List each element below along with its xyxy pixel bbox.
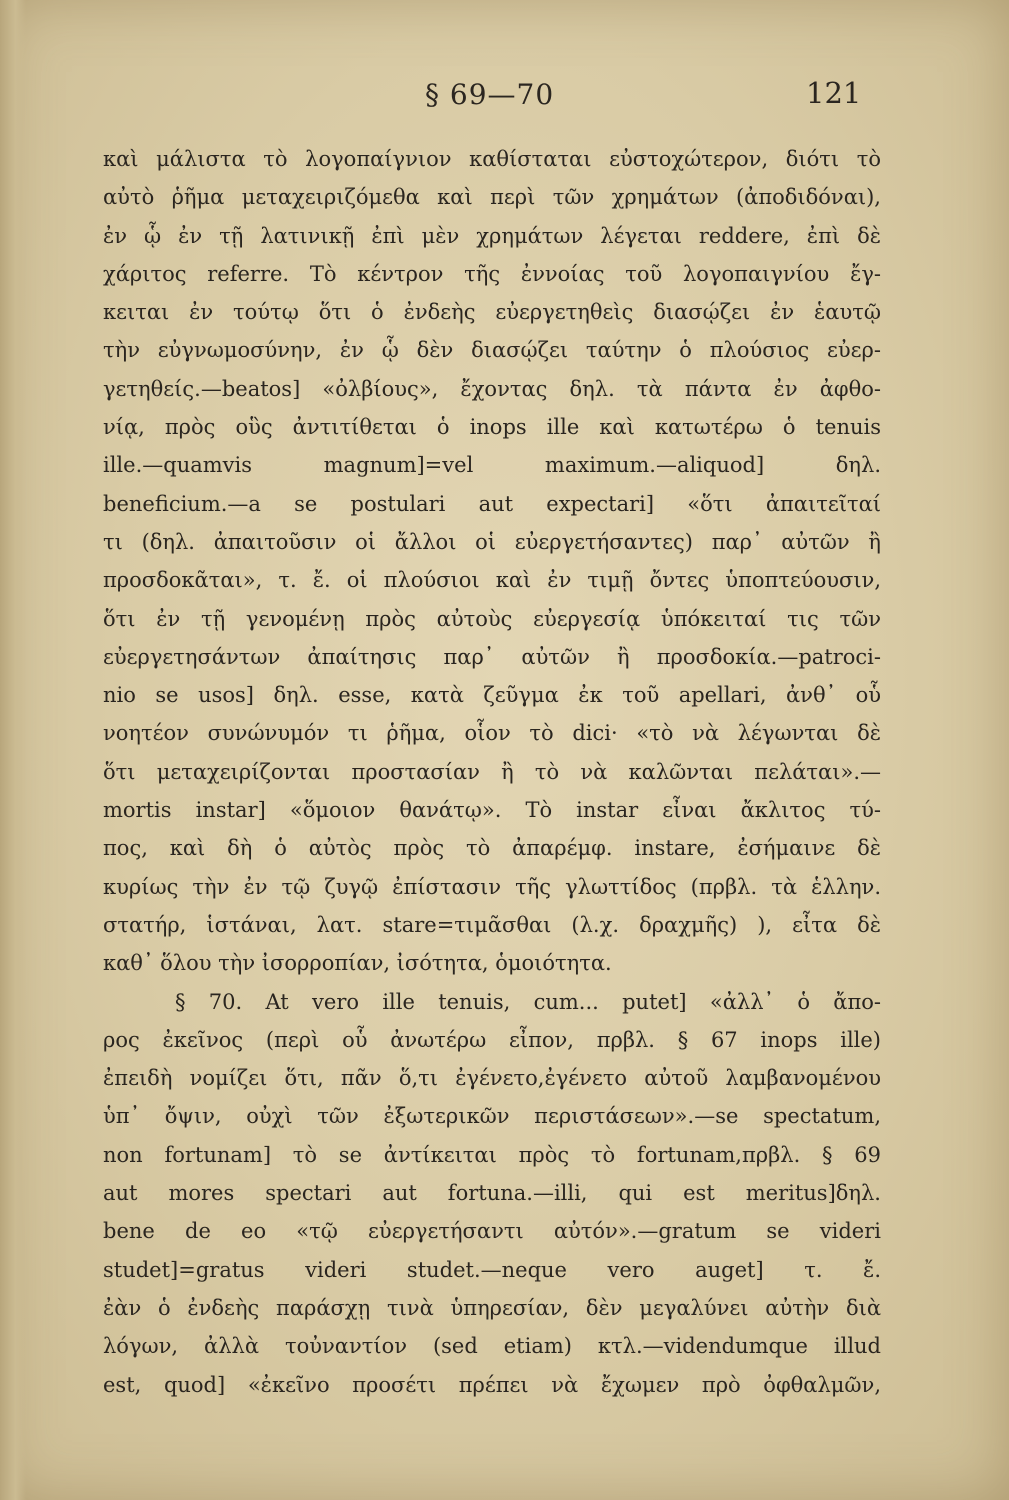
page-number: 121 (806, 76, 862, 110)
text-line: λόγων, ἀλλὰ τοὐναντίον (sed etiam) κτλ.—videndumque illud (103, 1334, 881, 1359)
text-line: nio se usos] δηλ. esse, κατὰ ζεῦγμα ἐκ τοῦ apellari, ἀνθ᾽ οὗ (103, 683, 881, 708)
text-line: mortis instar] «ὅμοιον θανάτῳ». Τὸ instar εἶναι ἄκλιτος τύ- (103, 798, 881, 823)
page-spine-shadow (0, 0, 26, 1500)
text-line: καθ᾽ ὅλου τὴν ἰσορροπίαν, ἰσότητα, ὁμοιότητα. (103, 951, 612, 976)
text-line: καὶ μάλιστα τὸ λογοπαίγνιον καθίσταται εὐστοχώτερον, διότι τὸ (103, 147, 881, 171)
text-line: τὴν εὐγνωμοσύνην, ἐν ᾧ δὲν διασῴζει ταύτην ὁ πλούσιος εὐερ- (103, 338, 881, 363)
section-reference: § 69—70 (425, 78, 555, 111)
text-line: ρος ἐκεῖνος (περὶ οὗ ἀνωτέρω εἶπον, πρβλ. § 67 inops ille) (103, 1027, 881, 1052)
text-line: χάριτος referre. Τὸ κέντρον τῆς ἐννοίας τοῦ λογοπαιγνίου ἔγ- (103, 261, 881, 286)
text-line: εὐεργετησάντων ἀπαίτησις παρ᾽ αὐτῶν ἢ προσδοκία.—patroci- (103, 644, 881, 669)
text-line: ἐπειδὴ νομίζει ὅτι, πᾶν ὅ,τι ἐγένετο,ἐγένετο αὐτοῦ λαμβανομένου (103, 1066, 881, 1091)
text-line: νίᾳ, πρὸς οὓς ἀντιτίθεται ὁ inops ille καὶ κατωτέρω ὁ tenuis (103, 415, 881, 440)
text-line: ille.—quamvis magnum]=vel maximum.—aliquod] δηλ. (103, 453, 881, 478)
text-line: ἐὰν ὁ ἐνδεὴς παράσχῃ τινὰ ὑπηρεσίαν, δὲν μεγαλύνει αὐτὴν διὰ (103, 1295, 881, 1320)
text-line: κειται ἐν τούτῳ ὅτι ὁ ἐνδεὴς εὐεργετηθεὶς διασῴζει ἐν ἑαυτῷ (103, 300, 881, 325)
text-line: bene de eo «τῷ εὐεργετήσαντι αὐτόν».—gratum se videri (103, 1219, 881, 1244)
text-line: στατήρ, ἱστάναι, λατ. stare=τιμᾶσθαι (λ.χ. δραχμῆς) ), εἶτα δὲ (103, 912, 881, 937)
text-line: ὑπ᾽ ὄψιν, οὐχὶ τῶν ἐξωτερικῶν περιστάσεων».—se spectatum, (103, 1104, 881, 1129)
text-line: αὐτὸ ῥῆμα μεταχειριζόμεθα καὶ περὶ τῶν χρημάτων (ἀποδιδόναι), (103, 185, 881, 210)
section-70-start-line: § 70. At vero ille tenuis, cum... putet] «ἀλλ᾽ ὁ ἄπο- (175, 989, 881, 1014)
text-line: προσδοκᾶται», τ. ἔ. οἱ πλούσιοι καὶ ἐν τιμῇ ὄντες ὑποπτεύουσιν, (103, 568, 881, 593)
text-line: κυρίως τὴν ἐν τῷ ζυγῷ ἐπίστασιν τῆς γλωττίδος (πρβλ. τὰ ἑλλην. (103, 874, 881, 899)
running-header (0, 70, 1009, 120)
text-line: est, quod] «ἐκεῖνο προσέτι πρέπει νὰ ἔχωμεν πρὸ ὀφθαλμῶν, (103, 1372, 881, 1397)
text-line: ὅτι ἐν τῇ γενομένῃ πρὸς αὐτοὺς εὐεργεσίᾳ ὑπόκειταί τις τῶν (103, 606, 881, 631)
text-line: ἐν ᾧ ἐν τῇ λατινικῇ ἐπὶ μὲν χρημάτων λέγεται reddere, ἐπὶ δὲ (103, 223, 881, 248)
text-line: τι (δηλ. ἀπαιτοῦσιν οἱ ἄλλοι οἱ εὐεργετήσαντες) παρ᾽ αὐτῶν ἢ (103, 529, 881, 554)
commentary-text (103, 140, 881, 1404)
text-line: νοητέον συνώνυμόν τι ῥῆμα, οἷον τὸ dici· «τὸ νὰ λέγωνται δὲ (103, 721, 881, 746)
text-line: aut mores spectari aut fortuna.—illi, qui est meritus]δηλ. (103, 1181, 881, 1206)
text-line: studet]=gratus videri studet.—neque vero auget] τ. ἔ. (103, 1257, 881, 1282)
text-line: non fortunam] τὸ se ἀντίκειται πρὸς τὸ fortunam,πρβλ. § 69 (103, 1142, 881, 1167)
text-line: beneficium.—a se postulari aut expectari] «ὅτι ἀπαιτεῖταί (103, 491, 881, 516)
text-line: πος, καὶ δὴ ὁ αὐτὸς πρὸς τὸ ἀπαρέμφ. instare, ἐσήμαινε δὲ (103, 836, 881, 861)
text-line: ὅτι μεταχειρίζονται προστασίαν ἢ τὸ νὰ καλῶνται πελάται».— (103, 759, 881, 784)
text-line: γετηθείς.—beatos] «ὀλβίους», ἔχοντας δηλ. τὰ πάντα ἐν ἀφθο- (103, 376, 881, 401)
